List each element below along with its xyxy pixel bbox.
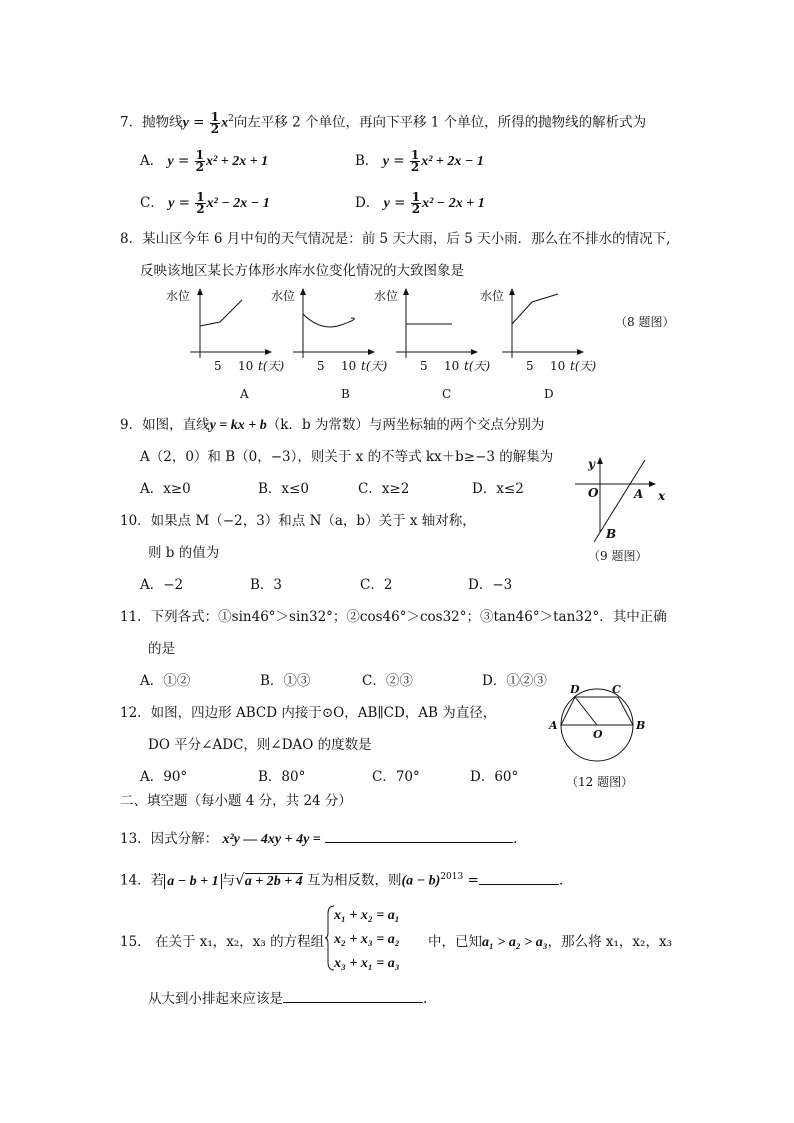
q8-graph-d (480, 288, 597, 400)
q12-fig-c: C (612, 683, 621, 696)
q9-caption: （9 题图） (588, 549, 648, 563)
q7-stem: 7．抛物线y = $\frac{1}{2}$ $x^2$向左平移 2 个单位，再向下平移 1 个单位，所得的抛物线的解析式为 (120, 109, 647, 136)
q12-fig-b: B (636, 719, 646, 732)
q13-answer-blank (325, 842, 513, 843)
q15-eq3: x₃ + x₁ = a₃ (334, 956, 400, 971)
q9-option-b: B．x≤0 (258, 481, 309, 497)
section2-heading: 二、填空题（每小题 4 分，共 24 分） (120, 793, 352, 809)
q15-mid: 中，已知a₁ > a₂ > a₃，那么将 x₁，x₂，x₃ (428, 934, 672, 950)
q15-answer-blank (283, 1002, 423, 1003)
q12-fig-o: O (593, 728, 603, 741)
q10-option-b: B．3 (250, 577, 283, 593)
q15-eq1: x₁ + x₂ = a₁ (334, 908, 400, 923)
q14-line: 14．若 a − b + 1 与√a + 2b + 4 互为相反数，则$(a - b)^{2013}$ = . (120, 870, 564, 889)
q8-a-xlabel: t(天) (258, 359, 285, 373)
q8-b-ylabel: 水位 (271, 289, 296, 303)
q11-option-a: A．①② (140, 673, 191, 689)
q8-graph-a (166, 288, 285, 400)
q14-answer-blank (479, 884, 559, 885)
q9-stem-line2: A（2，0）和 B（0，−3），则关于 x 的不等式 kx＋b≥−3 的解集为 (140, 449, 554, 465)
q12-fig-d: D (570, 683, 580, 696)
q12-option-a: A．90° (140, 769, 188, 785)
q10-option-c: C．2 (360, 577, 393, 593)
q8-d-ylabel: 水位 (480, 289, 505, 303)
q8-caption: （8 题图） (615, 315, 675, 329)
q9-fig-o: O (588, 486, 599, 500)
q8-d-xlabel: t(天) (570, 359, 597, 373)
q12-stem-line2: DO 平分∠ADC，则∠DAO 的度数是 (148, 737, 372, 753)
q11-option-c: C．②③ (362, 673, 413, 689)
q12-option-b: B．80° (258, 769, 306, 785)
q12-caption: （12 题图） (566, 775, 634, 789)
q8-b-tick5: 5 (317, 359, 325, 373)
q9-fig-x: x (658, 489, 666, 503)
q8-b-label: B (341, 387, 350, 400)
q9-option-a: A．x≥0 (140, 481, 191, 497)
q8-c-ylabel: 水位 (374, 289, 399, 303)
q10-option-d: D．−3 (468, 577, 513, 593)
q8-graphs (160, 282, 680, 400)
q8-a-ylabel: 水位 (166, 289, 191, 303)
q15-eq2: x₂ + x₃ = a₂ (334, 932, 400, 947)
q8-d-tick5: 5 (526, 359, 534, 373)
q8-graph-c (374, 288, 491, 400)
q11-option-d: D．①②③ (482, 673, 547, 689)
q11-stem-line2: 的是 (148, 641, 175, 657)
q7-option-b: B． y = $\frac{1}{2}$ x² + 2x − 1 (355, 148, 484, 174)
q15-prefix: 15． 在关于 x₁，x₂，x₃ 的方程组 (120, 934, 325, 950)
q12-fig-a: A (549, 719, 558, 732)
q10-stem-line1: 10．如果点 M（−2，3）和点 N（a，b）关于 x 轴对称， (120, 513, 476, 529)
q8-b-tick10: 10 (341, 359, 357, 373)
q8-c-xlabel: t(天) (464, 359, 491, 373)
q8-d-tick10: 10 (550, 359, 566, 373)
q9-fig-y: y (588, 457, 595, 471)
q9-stem-line1: 9．如图，直线y = kx + b（k．b 为常数）与两坐标轴的两个交点分别为 (120, 417, 545, 433)
q8-a-tick5: 5 (214, 359, 222, 373)
q9-option-c: C．x≥2 (358, 481, 410, 497)
q12-option-c: C．70° (372, 769, 420, 785)
q10-option-a: A．−2 (140, 577, 184, 593)
q12-option-d: D．60° (470, 769, 519, 785)
q12-stem-line1: 12．如图，四边形 ABCD 内接于⊙O，AB∥CD，AB 为直径， (120, 705, 497, 721)
q8-c-tick5: 5 (420, 359, 428, 373)
q11-option-b: B．①③ (260, 673, 311, 689)
q8-a-label: A (240, 387, 249, 400)
q7-option-d: D． y = $\frac{1}{2}$ x² − 2x + 1 (355, 190, 485, 216)
q12-figure (540, 680, 660, 792)
q8-a-tick10: 10 (238, 359, 254, 373)
q9-option-d: D．x≤2 (472, 481, 524, 497)
q8-stem-line1: 8．某山区今年 6 月中旬的天气情况是：前 5 天大雨，后 5 天小雨．那么在不排水的情况下, (120, 231, 671, 247)
q8-c-tick10: 10 (444, 359, 460, 373)
q11-stem-line1: 11．下列各式：①sin46°＞sin32°；②cos46°＞cos32°；③tan46°＞tan32°．其中正确 (120, 609, 667, 625)
q9-fig-a: A (634, 487, 644, 501)
q9-fig-b: B (606, 527, 617, 541)
q8-b-xlabel: t(天) (361, 359, 388, 373)
q13-line: 13．因式分解： x²y — 4xy + 4y = . (120, 831, 518, 847)
q8-graph-b (271, 288, 388, 400)
q9-figure (570, 452, 680, 567)
q8-stem-line2: 反映该地区某长方体形水库水位变化情况的大致图象是 (140, 263, 464, 279)
q8-c-label: C (442, 387, 452, 400)
q15-line2: 从大到小排起来应该是 . (148, 991, 428, 1007)
q7-option-a: A． y = $\frac{1}{2}$ x² + 2x + 1 (140, 148, 269, 174)
q7-option-c: C． y = $\frac{1}{2}$ x² − 2x − 1 (140, 190, 270, 216)
q8-d-label: D (544, 387, 554, 400)
q10-stem-line2: 则 b 的值为 (148, 545, 220, 561)
